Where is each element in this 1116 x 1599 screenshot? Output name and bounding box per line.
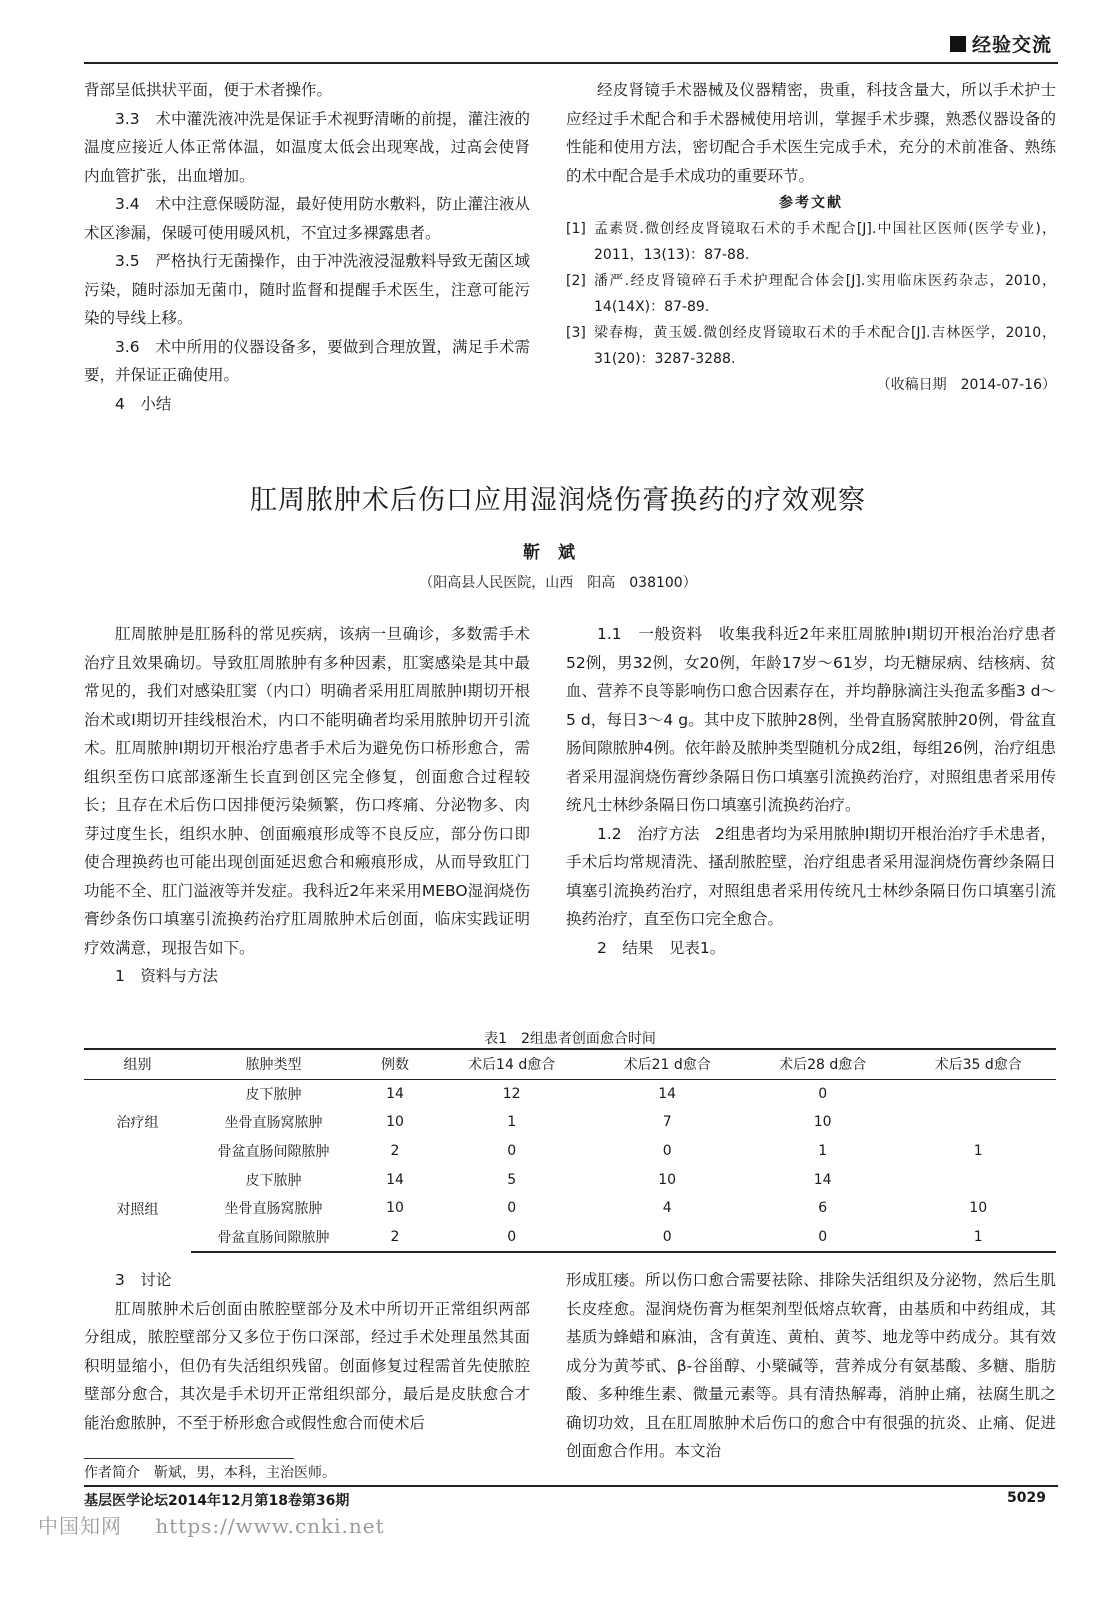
table-cell: 0	[589, 1223, 745, 1253]
watermark-name: 中国知网	[38, 1514, 122, 1538]
table-row	[84, 1223, 1056, 1253]
reference-item	[566, 216, 1056, 268]
table-row	[84, 1079, 1056, 1108]
paragraph: 1.1 一般资料 收集我科近2年来肛周脓肿Ⅰ期切开根治治疗患者52例，男32例，女20例，年龄17岁～61岁，均无糖尿病、结核病、贫血、营养不良等影响伤口愈合因素存在，并均静脉滴注头孢孟多酯3 d～5 d，每日3～4 g。其中皮下脓肿28例，坐骨直肠窝脓肿20例，骨盆直肠间隙脓肿4例。依年龄及脓肿类型随机分成2组，每组26例，治疗组患者采用湿润烧伤膏纱条隔日伤口填塞引流换药治疗，对照组患者采用传统凡士林纱条隔日伤口填塞引流换药治疗。	[566, 625, 1056, 814]
page-number: 5029	[1007, 1490, 1046, 1506]
reference-number: [1]	[566, 221, 586, 237]
table-header-cell: 脓肿类型	[191, 1049, 356, 1079]
paragraph: 2 结果 见表1。	[597, 938, 726, 957]
table-cell: 10	[969, 1200, 988, 1217]
section-label: 经验交流	[971, 34, 1052, 56]
table-cell: 坐骨直肠窝脓肿	[224, 1201, 323, 1218]
paragraph: 肛周脓肿是肛肠科的常见疾病，该病一旦确诊，多数需手术治疗且效果确切。导致肛周脓肿有多种因素，肛窦感染是其中最常见的，我们对感染肛窦（内口）明确者采用肛周脓肿Ⅰ期切开根治术或Ⅰ期切开挂线根治术，内口不能明确者均采用脓肿切开引流术。肛周脓肿Ⅰ期切开根治疗患者手术后为避免伤口桥形愈合，需组织至伤口底部逐渐生长直到创区完全修复，创面愈合过程较长；且存在术后伤口因排便污染频繁，伤口疼痛、分泌物多、肉芽过度生长，组织水肿、创面瘢痕形成等不良反应，部分伤口即使合理换药也可能出现创面延迟愈合和瘢痕形成，从而导致肛门功能不全、肛门溢液等并发症。我科近2年来采用MEBO湿润烧伤膏纱条伤口填塞引流换药治疗肛周脓肿术后创面，临床实践证明疗效满意，现报告如下。	[84, 625, 530, 957]
table-cell	[900, 1108, 1056, 1137]
table-cell: 5	[507, 1171, 517, 1188]
reference-text: 孟素贤.微创经皮肾镜取石术的手术配合[J].中国社区医师(医学专业)，2011，13(13)：87-88.	[594, 221, 1056, 263]
table-header-cell: 术后35 d愈合	[900, 1049, 1056, 1079]
table-cell: 10	[386, 1114, 404, 1131]
discussion-right-column	[566, 1266, 1056, 1466]
table-header-cell: 术后21 d愈合	[589, 1049, 745, 1079]
references-list	[566, 216, 1056, 372]
author-note: 作者简介 靳斌，男，本科，主治医师。	[84, 1465, 336, 1481]
table-row	[84, 1194, 1056, 1223]
table-cell: 坐骨直肠窝脓肿	[224, 1115, 323, 1132]
table-cell: 2	[390, 1143, 400, 1160]
paragraph: 1 资料与方法	[115, 967, 218, 985]
table-cell: 14	[386, 1171, 404, 1188]
table-cell: 1	[973, 1143, 983, 1160]
table-row	[84, 1108, 1056, 1137]
paragraph: 3.6 术中所用的仪器设备多，要做到合理放置，满足手术需要，并保证正确使用。	[84, 337, 530, 384]
previous-article-left-column	[84, 76, 530, 418]
table-cell: 0	[662, 1143, 672, 1160]
table-header-row	[84, 1049, 1056, 1079]
footer-rule	[84, 1485, 1058, 1487]
table-cell: 0	[507, 1200, 517, 1217]
discussion-paragraph: 形成肛瘘。所以伤口愈合需要祛除、排除失活组织及分泌物，然后生肌长皮痊愈。湿润烧伤膏为框架剂型低熔点软膏，由基质和中药组成，其基质为蜂蜡和麻油，含有黄连、黄柏、黄芩、地龙等中药成分。其有效成分为黄芩甙、β-谷甾醇、小檗碱等，营养成分有氨基酸、多糖、脂肪酸、多种维生素、微量元素等。具有清热解毒，消肿止痛，祛腐生肌之确切功效，且在肛周脓肿术后伤口的愈合中有很强的抗炎、止痛、促进创面愈合作用。本文治	[566, 1271, 1056, 1460]
table-cell: 皮下脓肿	[245, 1086, 302, 1103]
header-rule	[84, 62, 1058, 64]
article-affiliation: （阳高县人民医院，山西 阳高 038100）	[419, 575, 697, 591]
table-cell: 14	[813, 1171, 832, 1188]
table-header-cell: 组别	[84, 1049, 191, 1079]
article-author: 靳斌	[523, 543, 593, 563]
previous-article-right-column	[566, 76, 1056, 398]
table-cell: 皮下脓肿	[245, 1172, 302, 1189]
table-cell: 12	[502, 1085, 521, 1102]
results-table	[84, 1048, 1056, 1253]
paragraph: 4 小结	[115, 394, 172, 413]
table-cell: 0	[434, 1223, 590, 1253]
article-title: 肛周脓肿术后伤口应用湿润烧伤膏换药的疗效观察	[250, 485, 866, 516]
table-cell: 10	[658, 1171, 677, 1188]
group-name-cell: 对照组	[116, 1201, 159, 1218]
table-cell: 0	[507, 1143, 517, 1160]
table-header-cell: 术后14 d愈合	[434, 1049, 590, 1079]
paragraph: 3.5 严格执行无菌操作，由于冲洗液浸湿敷料导致无菌区域污染，随时添加无菌巾，随时监督和提醒手术医生，注意可能污染的导线上移。	[84, 252, 530, 327]
table-cell: 14	[658, 1085, 677, 1102]
reference-item	[566, 268, 1056, 320]
summary-paragraph: 经皮肾镜手术器械及仪器精密，贵重，科技含量大，所以手术护士应经过手术配合和手术器械使用培训，掌握手术步骤，熟悉仪器设备的性能和使用方法，密切配合手术医生完成手术，充分的术前准备、熟练的术中配合是手术成功的重要环节。	[566, 81, 1056, 185]
cnki-watermark	[38, 1510, 385, 1539]
table-cell: 0	[818, 1085, 828, 1102]
table-cell: 10	[386, 1200, 404, 1217]
discussion-left-column	[84, 1266, 530, 1437]
table-header-cell: 例数	[356, 1049, 434, 1079]
reference-text: 潘严.经皮肾镜碎石手术护理配合体会[J].实用临床医药杂志，2010，14(14X)：87-89.	[594, 273, 1056, 315]
table-cell: 7	[662, 1114, 672, 1131]
table-cell	[900, 1079, 1056, 1108]
article-right-column	[566, 620, 1056, 962]
square-bullet-icon	[950, 36, 966, 52]
table-cell: 4	[662, 1200, 672, 1217]
table-cell: 0	[745, 1223, 901, 1253]
table-cell: 1	[507, 1114, 517, 1131]
references-title: 参考文献	[779, 195, 843, 211]
table-cell: 14	[386, 1085, 404, 1102]
paragraph: 3 讨论	[115, 1271, 172, 1289]
group-name-cell: 治疗组	[116, 1115, 159, 1132]
paragraph: 肛周脓肿术后创面由脓腔壁部分及术中所切开正常组织两部分组成，脓腔壁部分又多位于伤口深部，经过手术处理虽然其面积明显缩小，但仍有失活组织残留。创面修复过程需首先使脓腔壁部分愈合，其次是手术切开正常组织部分，最后是皮肤愈合才能治愈脓肿，不至于桥形愈合或假性愈合而使术后	[84, 1299, 530, 1432]
reference-text: 梁春梅，黄玉媛.微创经皮肾镜取石术的手术配合[J].吉林医学，2010，31(20)：3287-3288.	[594, 325, 1056, 367]
paragraph: 1.2 治疗方法 2组患者均为采用脓肿Ⅰ期切开根治治疗手术患者，手术后均常规清洗、搔刮脓腔壁，治疗组患者采用湿润烧伤膏纱条隔日填塞引流换药治疗，对照组患者采用传统凡士林纱条隔日伤口填塞引流换药治疗，直至伤口完全愈合。	[566, 824, 1056, 928]
paragraph: 3.4 术中注意保暖防湿，最好使用防水敷料，防止灌注液从术区渗漏，保暖可使用暖风机，不宜过多裸露患者。	[84, 195, 530, 242]
table-cell: 骨盆直肠间隙脓肿	[191, 1223, 356, 1253]
journal-info: 基层医学论坛2014年12月第18卷第36期	[84, 1493, 350, 1509]
table-cell: 6	[818, 1200, 828, 1217]
watermark-url: https://www.cnki.net	[155, 1514, 385, 1538]
table-cell: 1	[900, 1223, 1056, 1253]
table-cell: 2	[356, 1223, 434, 1253]
table-cell: 1	[818, 1143, 828, 1160]
table-cell	[900, 1165, 1056, 1194]
table-cell: 10	[813, 1114, 832, 1131]
paragraph: 背部呈低拱状平面，便于术者操作。	[84, 81, 333, 99]
table-row	[84, 1165, 1056, 1194]
footnote-rule	[84, 1458, 294, 1459]
reference-number: [2]	[566, 273, 586, 289]
table-header-cell: 术后28 d愈合	[745, 1049, 901, 1079]
article-left-column	[84, 620, 530, 991]
section-tag	[950, 30, 1052, 57]
reference-item	[566, 320, 1056, 372]
table-caption: 表1 2组患者创面愈合时间	[484, 1031, 656, 1047]
table-row	[84, 1137, 1056, 1166]
paragraph: 3.3 术中灌洗液冲洗是保证手术视野清晰的前提，灌注液的温度应接近人体正常体温，如温度太低会出现寒战，过高会使肾内血管扩张，出血增加。	[84, 109, 530, 185]
reference-number: [3]	[566, 325, 586, 341]
table-cell: 骨盆直肠间隙脓肿	[217, 1144, 330, 1161]
received-date: （收稿日期 2014-07-16）	[876, 377, 1056, 393]
